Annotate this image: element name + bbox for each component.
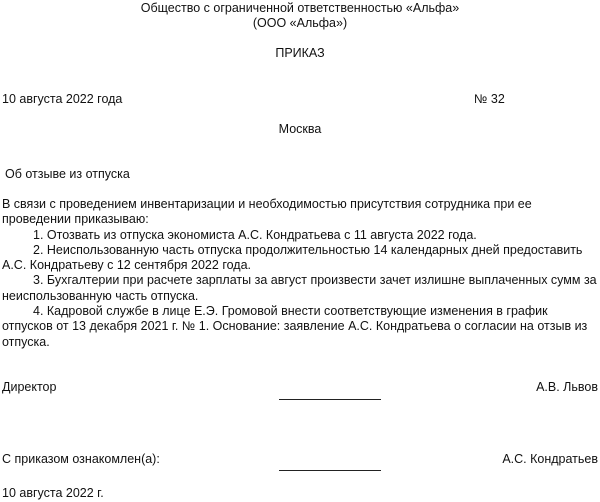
- order-city: Москва: [278, 122, 322, 136]
- order-item: 4. Кадровой службе в лице Е.Э. Громовой внести соответствующие изменения в график отпусков от 13 декабря 2021 г. № 1. Основание: заявление А.С. Кондратьева о согласии на отзыв из отпуска.: [2, 304, 588, 349]
- order-body: [2, 197, 598, 350]
- organization-full-name: Общество с ограниченной ответственностью «Альфа»: [140, 1, 460, 15]
- order-date: 10 августа 2022 года: [2, 92, 123, 106]
- acknowledgement-date: 10 августа 2022 г.: [2, 486, 104, 500]
- order-number: № 32: [474, 92, 505, 106]
- order-item: 3. Бухгалтерии при расчете зарплаты за август произвести зачет излишне выплаченных сумм за неиспользованную часть отпуска.: [2, 273, 597, 303]
- document-type-title: ПРИКАЗ: [275, 46, 325, 60]
- order-intro: В связи с проведением инвентаризации и необходимостью присутствия сотрудника при ее проведении приказываю:: [2, 197, 532, 227]
- director-title: Директор: [2, 380, 57, 394]
- order-item: 2. Неиспользованную часть отпуска продолжительностью 14 календарных дней предоставить А.С. Кондратьеву с 12 сентября 2022 года.: [2, 242, 583, 273]
- organization-short-name: (ООО «Альфа»): [252, 16, 348, 30]
- director-signature-line: [279, 399, 381, 400]
- order-subject: Об отзыве из отпуска: [5, 167, 130, 181]
- director-name: А.В. Львов: [536, 380, 598, 394]
- acknowledgement-name: А.С. Кондратьев: [502, 452, 598, 466]
- acknowledgement-signature-line: [279, 470, 381, 471]
- acknowledgement-label: С приказом ознакомлен(а):: [2, 452, 160, 466]
- order-item: 1. Отозвать из отпуска экономиста А.С. Кондратьева с 11 августа 2022 года.: [33, 227, 477, 242]
